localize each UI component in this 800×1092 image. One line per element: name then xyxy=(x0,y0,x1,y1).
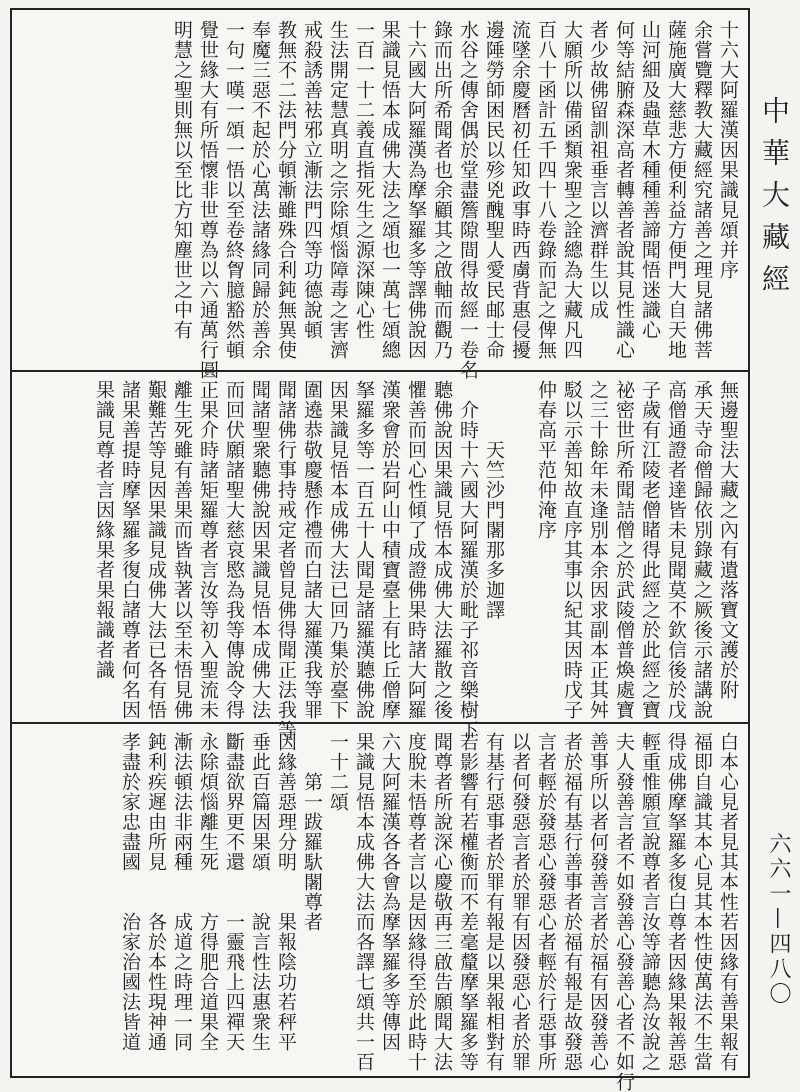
preface-panel xyxy=(16,14,744,380)
text-column: 度脫未悟尊者言以是因緣得至於此時十 xyxy=(405,732,427,1072)
text-column: 戒殺誘善袪邪立漸法門四等功德說頓 xyxy=(301,20,323,340)
text-column: 大願所以備函類衆聖之詮總為大藏凡四 xyxy=(561,20,583,360)
text-column: 因果識見悟本成佛大法已回乃集於臺下 xyxy=(327,380,349,720)
text-column: 福即自識其本心見其本性使萬法不生當 xyxy=(691,732,713,1072)
text-column: 夫人發善言者不如發善心發善心者不如行 xyxy=(613,732,635,1092)
text-column: 離生死雖有善果而皆執著以至未悟見佛 xyxy=(171,380,193,720)
text-column: 子歲有江陵老僧睹得此經之於此經之寶 xyxy=(639,380,661,720)
text-column: 明慧之聖則無以至比方知塵世之中有 xyxy=(171,20,193,340)
preface-continued-panel xyxy=(16,374,744,740)
text-column: 漢衆會於岩阿山中積寶臺上有比丘僧摩 xyxy=(379,380,401,720)
text-column: 何等結腑森深高者轉善者說其見性識心 xyxy=(613,20,635,360)
text-column: 因緣善惡理分明 果報陰功若秤平 xyxy=(275,732,297,1052)
text-column: 圍遶恭敬慶懸作禮而白諸大羅漢我等罪 xyxy=(301,380,323,720)
text-column: 而回伏願諸聖大慈哀愍為我等傳說令得 xyxy=(223,380,245,720)
text-column: 以者何發惡言者於罪有因發惡心者於罪 xyxy=(509,732,531,1072)
text-column: 祕密世所希聞詰僧之於武陵僧普煥處寶 xyxy=(613,380,635,720)
text-column: 薩施廣大慈悲方便利益方便門大自天地 xyxy=(665,20,687,360)
text-column: 之三十餘年未逢別本余因求副本正其舛 xyxy=(587,380,609,720)
text-column: 輕重惟願宣說尊者言汝等諦聽為汝說之 xyxy=(639,732,661,1072)
text-column: 有基行惡事者於罪有報是以果報相對有 xyxy=(483,732,505,1072)
text-column: 者少故佛留訓祖垂言以濟群生以成 xyxy=(587,20,609,320)
text-column: 介時十六國大阿羅漢於毗子祁音樂樹下 xyxy=(457,380,479,740)
text-column: 一十二頌 xyxy=(327,732,349,812)
text-column: 得成佛摩拏羅多復白尊者因緣果報善惡 xyxy=(665,732,687,1072)
text-column: 無邊聖法大藏之內有遺落寶文護於附 xyxy=(717,380,739,700)
text-column: 邊陲勞師困民以殄兇醜聖人愛民邮士命 xyxy=(483,20,505,360)
text-column: 十六大阿羅漢因果識見頌并序 xyxy=(717,20,739,280)
text-column: 生法開定慧真明之宗除煩惱障毒之害濟 xyxy=(327,20,349,360)
text-column: 一句一嘆一頌一悟以至卷終胷臆豁然頓 xyxy=(223,20,245,360)
text-column: 第一跋羅馱闍尊者 xyxy=(301,732,323,932)
text-column: 教無不二法門分頓漸雖殊合利鈍無異使 xyxy=(275,20,297,360)
text-column: 斷盡欲界更不還 一靈飛上四禪天 xyxy=(223,732,245,1052)
text-column: 承天寺命僧歸依別錄藏之厥後示諸講說 xyxy=(691,380,713,720)
text-column: 懼善而回心性傾了成證佛果時諸大阿羅 xyxy=(405,380,427,720)
collection-title: 中華大藏經 xyxy=(758,96,791,306)
page-number: 六六一—四八〇 xyxy=(766,832,791,1007)
text-column: 覺世緣大有所悟懷非世尊為以六通萬行圓 xyxy=(197,20,219,380)
text-column: 六大阿羅漢各各會為摩拏羅多等傳因 xyxy=(379,732,401,1052)
text-column: 駁以示善知故直序其事以紀其因時戊子 xyxy=(561,380,583,720)
text-column: 一百一十二義直指死生之源深陳心性 xyxy=(353,20,375,340)
verses-panel xyxy=(16,726,744,1092)
text-column: 仲春高平范仲淹序 xyxy=(535,380,557,540)
text-column: 十六國大阿羅漢為摩拏羅多等譯佛說因 xyxy=(405,20,427,360)
text-column: 諸果善提時摩拏羅多復白諸尊者何名因 xyxy=(119,380,141,720)
text-column: 者於福有基行善事者於福有報是故發惡 xyxy=(561,732,583,1072)
text-column: 奉魔三惡不起於心萬法諸緣同歸於善余 xyxy=(249,20,271,360)
text-column: 聞諸聖衆聽佛說因果識見悟本成佛大法 xyxy=(249,380,271,720)
text-column: 山河細及蟲草木種種善諦聞悟迷識心 xyxy=(639,20,661,340)
text-column: 聞諸佛行事持戒定者曾見佛得聞正法我等 xyxy=(275,380,297,740)
text-column: 果識見悟本成佛大法之頌也一萬七頌總 xyxy=(379,20,401,360)
text-column: 若影響有若權衡而不差毫釐摩拏羅多等 xyxy=(457,732,479,1072)
text-column: 余嘗覽釋教大藏經究諸善之理見諸佛菩 xyxy=(691,20,713,360)
divider-2 xyxy=(12,722,748,724)
text-column: 垂此百篇因果頌 說言性法惠衆生 xyxy=(249,732,271,1052)
text-column: 鈍利疾遲由所見 各於本性現神通 xyxy=(145,732,167,1052)
text-column: 拏羅多等一百五十人聞是諸羅漢聽佛說 xyxy=(353,380,375,720)
text-column: 聞尊者所說深心慶敬再三啟告願聞大法 xyxy=(431,732,453,1072)
text-column: 孝盡於家忠盡國 治家治國法皆道 xyxy=(119,732,141,1052)
text-column: 百八十函計五千四十八卷錄而記之俾無 xyxy=(535,20,557,360)
text-column: 天竺沙門闍那多迦譯 xyxy=(483,380,505,620)
text-column: 果識見尊者言因緣果者果報識者識 xyxy=(93,380,115,680)
text-column: 漸法頓法非兩種 成道之時理一同 xyxy=(171,732,193,1052)
text-column: 善事所以者何發善言者於福有因發善心 xyxy=(587,732,609,1072)
text-column: 錄而出所希聞者也余顧其之啟軸而觀乃 xyxy=(431,20,453,360)
text-column: 言者輕於發惡心發惡心者輕於行惡事所 xyxy=(535,732,557,1072)
text-column: 艱難苦等見因果識見成佛大法已各有悟 xyxy=(145,380,167,720)
text-column: 果識見悟本成佛大法而各譯七頌共一百 xyxy=(353,732,375,1072)
text-column: 永除煩惱離生死 方得肥合道果全 xyxy=(197,732,219,1052)
text-column: 白本心見者見其本性若因緣有善果報有 xyxy=(717,732,739,1072)
text-column: 流墜余慶曆初任知政事時西虜背惠侵擾 xyxy=(509,20,531,360)
text-column: 聽佛說因果識見悟本成佛大法羅散之後 xyxy=(431,380,453,720)
text-column: 正果介時諸矩羅尊者言汝等初入聖流未 xyxy=(197,380,219,720)
text-frame xyxy=(10,8,750,1092)
text-column: 水谷之傳舍偶於堂盡簷隙間得故經一卷名 xyxy=(457,20,479,380)
text-column: 高僧通證者達皆未見聞莫不欽信後於戊 xyxy=(665,380,687,720)
divider-1 xyxy=(12,370,748,372)
